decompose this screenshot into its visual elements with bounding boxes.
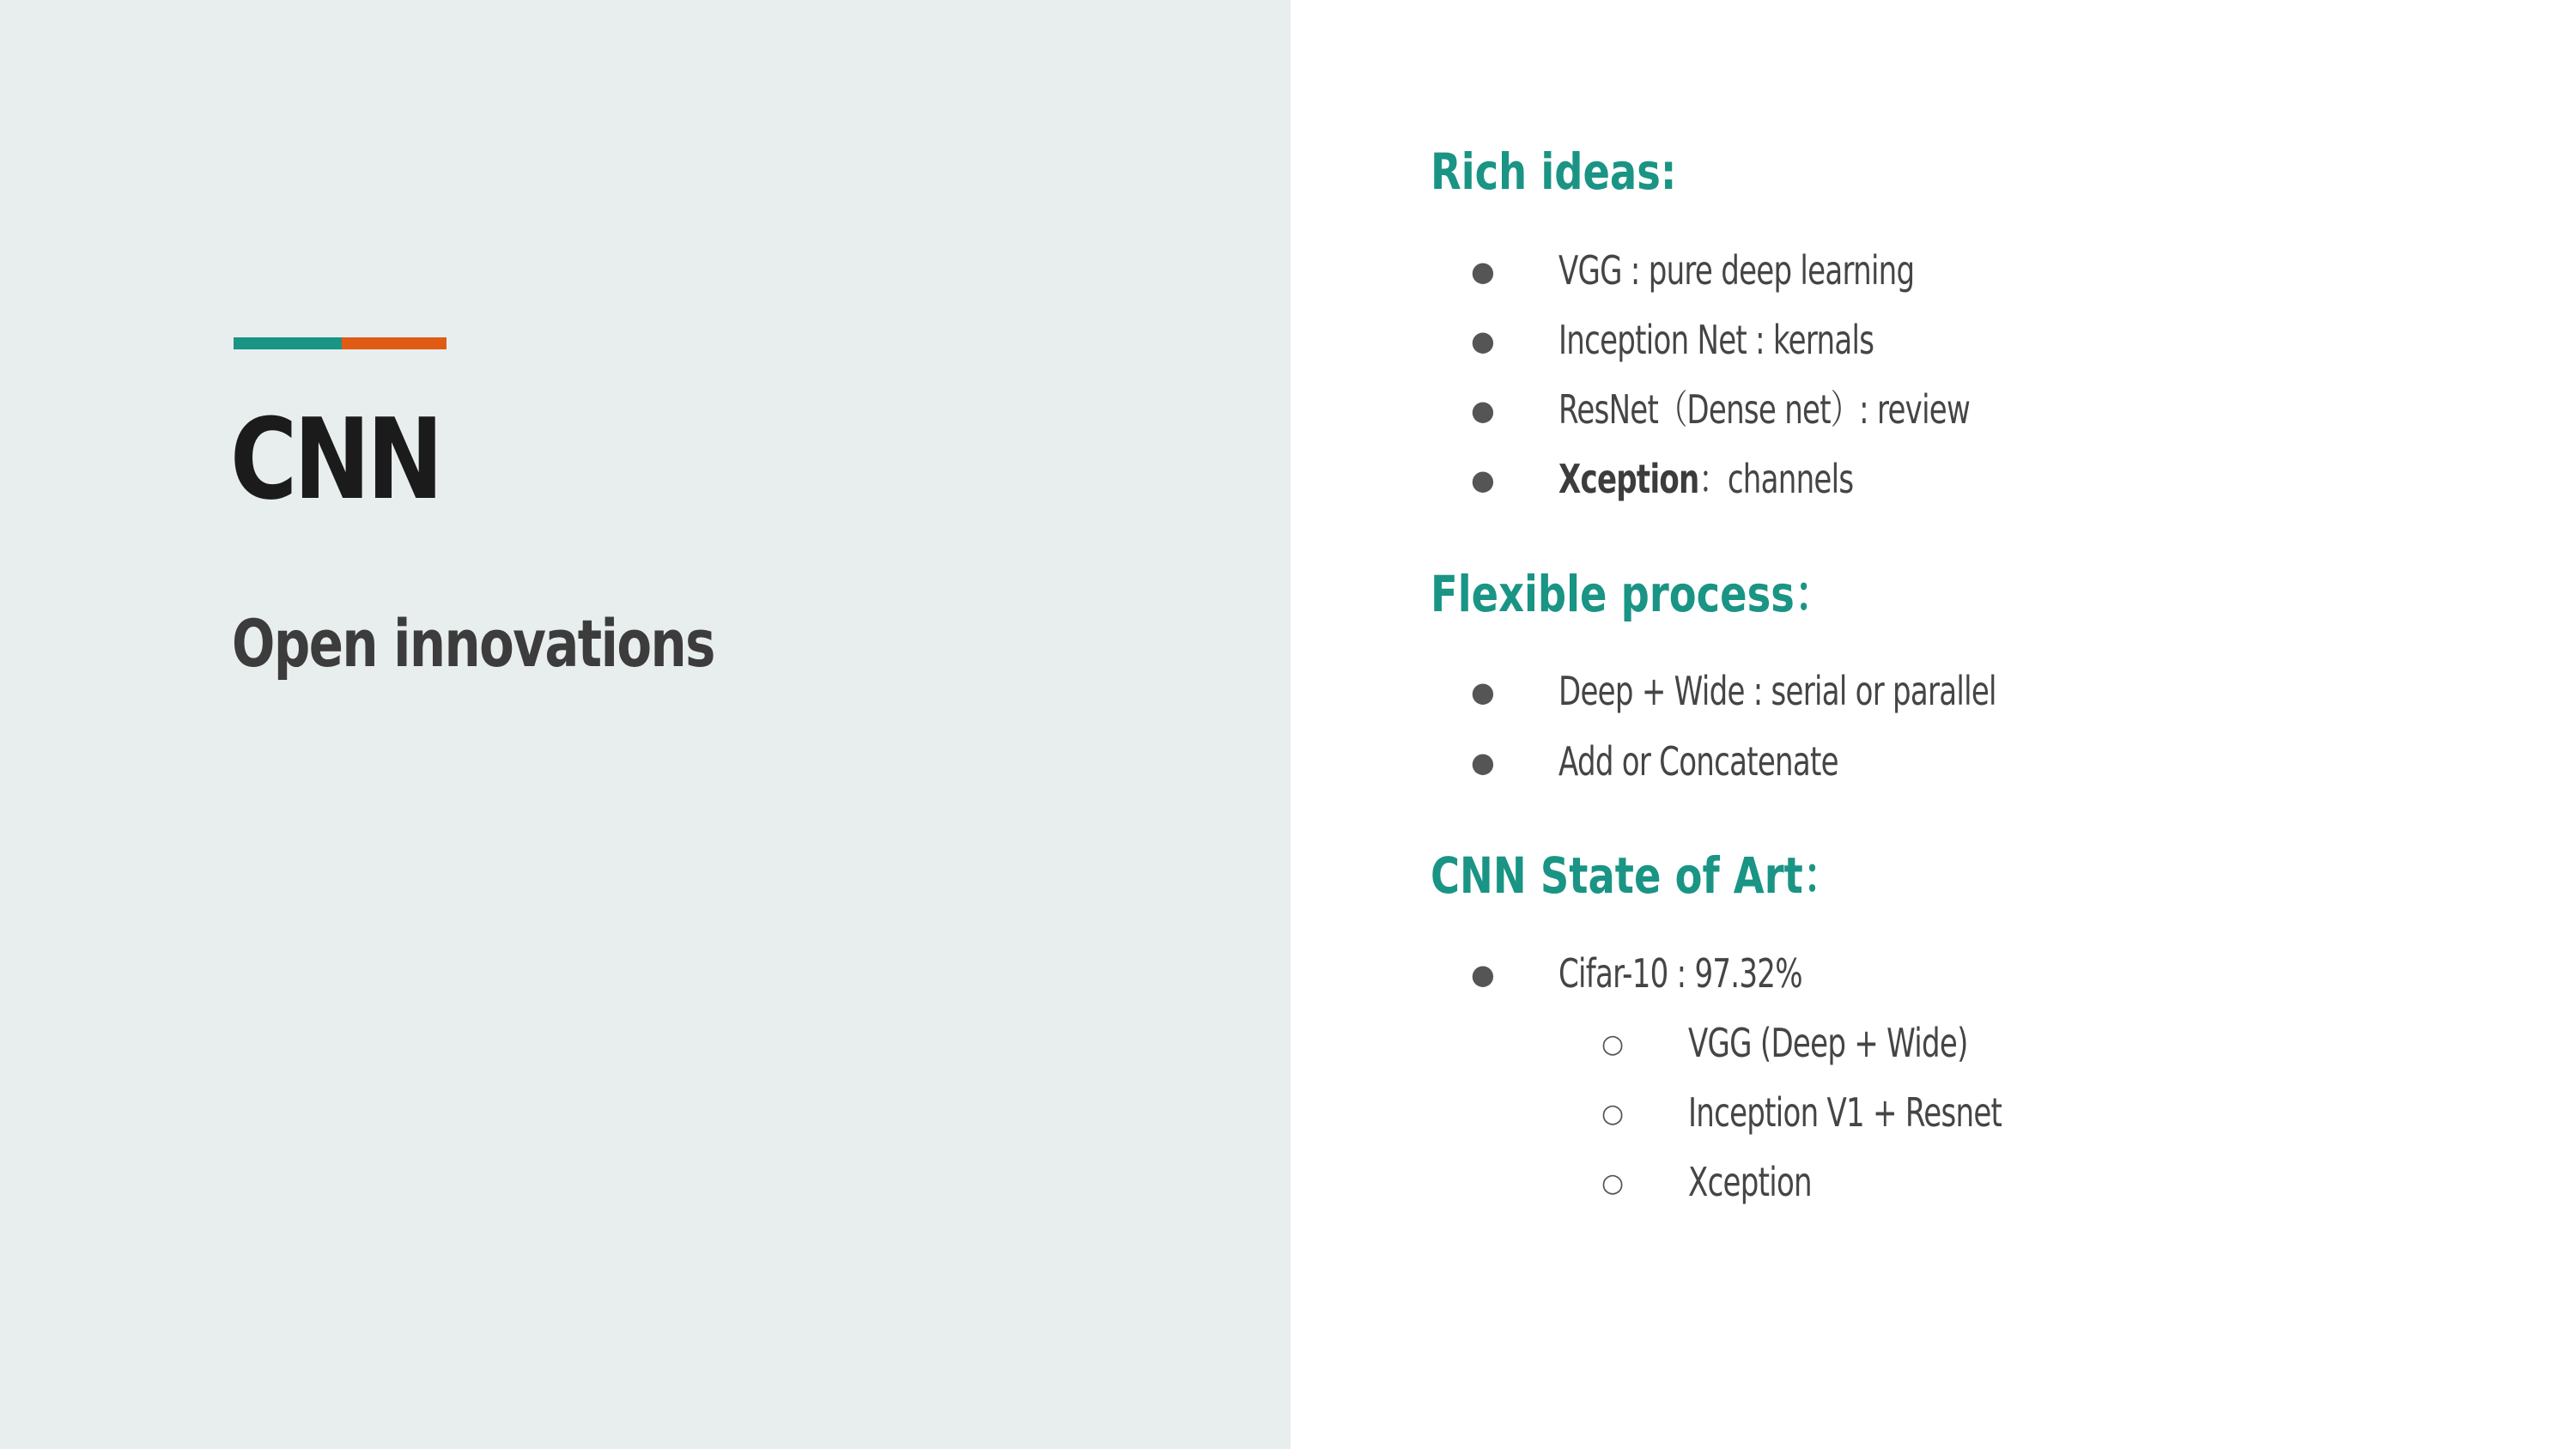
list-item-bold: Xception [1558,456,1699,502]
accent-bar-orange [342,337,447,349]
sub-bullet-icon: ○ [1601,1168,1625,1198]
bullet-icon: ● [1471,394,1495,427]
heading-flexible-process: Flexible process： [1431,565,1835,623]
bullet-icon: ● [1471,746,1495,779]
sub-list-item: Inception V1 + Resnet [1688,1089,2002,1136]
bullet-icon: ● [1471,958,1495,991]
sub-list-item: Xception [1688,1159,1812,1205]
list-item [1558,449,1853,509]
bullet-icon: ● [1471,324,1495,357]
list-item: ResNet（Dense net）: review [1558,386,1971,433]
bullet-icon: ● [1471,464,1495,496]
sub-bullet-icon: ○ [1601,1099,1625,1129]
sub-list-item: VGG (Deep + Wide) [1688,1020,1968,1066]
list-item: Add or Concatenate [1558,738,1838,785]
list-item: VGG : pure deep learning [1558,247,1915,294]
list-item: Deep + Wide : serial or parallel [1558,668,1996,714]
heading-cnn-state-of-art: CNN State of Art： [1431,846,1844,905]
list-item-rest: ：channels [1698,456,1854,502]
slide-subtitle: Open innovations [232,605,714,682]
bullet-icon: ● [1471,255,1495,288]
slide-title: CNN [230,394,440,524]
heading-rich-ideas: Rich ideas: [1431,142,1677,201]
sub-bullet-icon: ○ [1601,1029,1625,1059]
right-panel [1291,0,2576,1449]
bullet-icon: ● [1471,676,1495,708]
list-item: Inception Net : kernals [1558,317,1874,363]
list-item: Cifar-10 : 97.32% [1558,950,1802,997]
accent-bar-teal [234,337,342,349]
